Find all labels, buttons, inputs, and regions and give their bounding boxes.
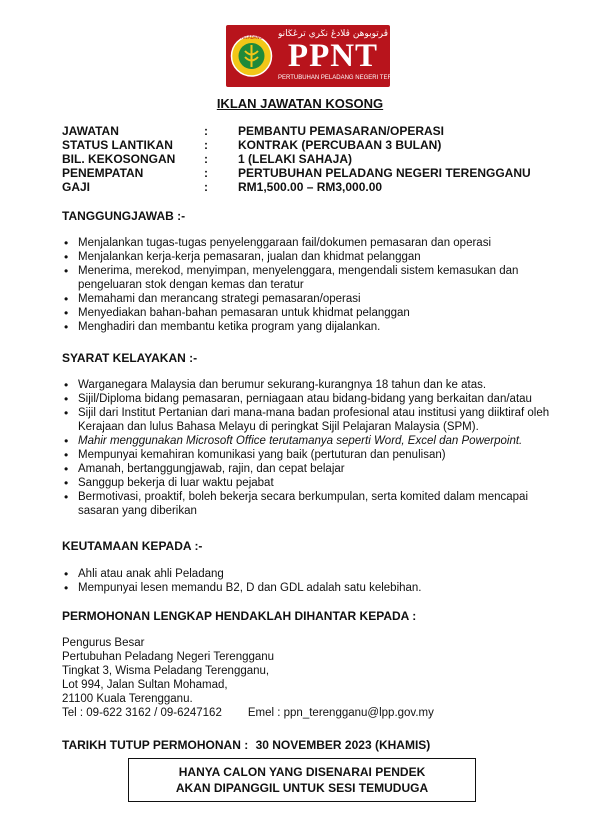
detail-value: PEMBANTU PEMASARAN/OPERASI (238, 124, 445, 138)
closing-date (62, 738, 430, 752)
page-title: IKLAN JAWATAN KOSONG (216, 96, 384, 111)
detail-label: PENEMPATAN (62, 166, 144, 180)
detail-value: RM1,500.00 – RM3,000.00 (238, 180, 383, 194)
list-item: • Ahli atau anak ahli Peladang (62, 567, 552, 581)
address-line: 21100 Kuala Terengganu. (62, 693, 193, 705)
detail-sep: : (204, 180, 208, 194)
tanggungjawab-list (62, 236, 552, 334)
job-details (62, 124, 568, 194)
detail-row (62, 180, 568, 194)
email-address[interactable]: Emel : ppn_terengganu@lpp.gov.my (247, 707, 434, 719)
list-item: • Menjalankan kerja-kerja pemasaran, jualan dan khidmat pelanggan (62, 250, 552, 264)
address-line: Pengurus Besar (62, 637, 145, 649)
logo-subtitle: PERTUBUHAN PELADANG NEGERI TERENGGANU (278, 75, 423, 81)
list-item: • Amanah, bertanggungjawab, rajin, dan cepat belajar (62, 462, 552, 476)
syarat-list (62, 378, 552, 518)
phone-number: Tel : 09-622 3162 / 09-6247162 (62, 707, 222, 719)
peladang-emblem-icon (229, 30, 274, 82)
notice-line: HANYA CALON YANG DISENARAI PENDEK (178, 765, 426, 779)
section-heading-permohonan: PERMOHONAN LENGKAP HENDAKLAH DIHANTAR KEPADA : (62, 609, 417, 623)
list-item: • Menghadiri dan membantu ketika program yang dijalankan. (62, 320, 552, 334)
section-heading-syarat: SYARAT KELAYAKAN :- (62, 351, 198, 365)
emblem-label: PELADANG (240, 35, 263, 40)
address-line: Pertubuhan Peladang Negeri Terengganu (62, 651, 275, 663)
detail-value: 1 (LELAKI SAHAJA) (238, 152, 353, 166)
detail-label: GAJI (62, 180, 91, 194)
list-item: • Menjalankan tugas-tugas penyelenggaraan fail/dokumen pemasaran dan operasi (62, 236, 552, 250)
application-address (62, 636, 434, 720)
ppnt-logo (226, 25, 423, 87)
address-line: Tingkat 3, Wisma Peladang Terengganu, (62, 665, 270, 677)
list-item: • Sanggup bekerja di luar waktu pejabat (62, 476, 552, 490)
detail-row (62, 166, 568, 180)
list-item: • Sijil/Diploma bidang pemasaran, perniagaan atau bidang-bidang yang berkaitan dan/atau (62, 392, 552, 406)
list-item: • Warganegara Malaysia dan berumur sekurang-kurangnya 18 tahun dan ke atas. (62, 378, 552, 392)
detail-value: PERTUBUHAN PELADANG NEGERI TERENGGANU (238, 166, 531, 180)
section-heading-keutamaan: KEUTAMAAN KEPADA :- (62, 539, 203, 553)
detail-label: STATUS LANTIKAN (62, 138, 173, 152)
list-item: • Mempunyai kemahiran komunikasi yang baik (pertuturan dan penulisan) (62, 448, 552, 462)
detail-sep: : (204, 166, 208, 180)
detail-sep: : (204, 138, 208, 152)
list-item: • Memahami dan merancang strategi pemasaran/operasi (62, 292, 552, 306)
keutamaan-list (62, 567, 552, 595)
section-heading-tanggungjawab: TANGGUNGJAWAB :- (62, 209, 186, 223)
logo-arabic-text: ڤرتوبوهن ڤلادڠ نڬري ترڠڬانو (278, 29, 388, 39)
detail-value: KONTRAK (PERCUBAAN 3 BULAN) (238, 138, 442, 152)
list-item: • Menerima, merekod, menyimpan, menyelenggara, mengendali sistem kemasukan dan pengeluaran stok dengan kemas dan teratur (62, 264, 552, 292)
list-item: • Mahir menggunakan Microsoft Office terutamanya seperti Word, Excel dan Powerpoint. (62, 434, 552, 448)
detail-sep: : (204, 124, 208, 138)
closing-date-value: 30 NOVEMBER 2023 (KHAMIS) (255, 738, 431, 752)
list-item: • Mempunyai lesen memandu B2, D dan GDL adalah satu kelebihan. (62, 581, 552, 595)
notice-line: AKAN DIPANGGIL UNTUK SESI TEMUDUGA (175, 781, 429, 795)
detail-row (62, 124, 568, 138)
detail-sep: : (204, 152, 208, 166)
contact-line (62, 706, 434, 720)
shortlist-notice-box (128, 758, 476, 802)
detail-label: JAWATAN (62, 124, 119, 138)
list-item: • Bermotivasi, proaktif, boleh bekerja secara berkumpulan, serta komited dalam mencapai sasaran yang diberikan (62, 490, 552, 518)
address-line: Lot 994, Jalan Sultan Mohamad, (62, 679, 228, 691)
detail-row (62, 152, 568, 166)
detail-row (62, 138, 568, 152)
list-item: • Menyediakan bahan-bahan pemasaran untuk khidmat pelanggan (62, 306, 552, 320)
logo-brand: PPNT (287, 38, 379, 74)
detail-label: BIL. KEKOSONGAN (62, 152, 176, 166)
closing-date-label: TARIKH TUTUP PERMOHONAN : (62, 738, 249, 752)
list-item: • Sijil dari Institut Pertanian dari mana-mana badan profesional atau institusi yang diiktiraf oleh Kerajaan dan lulus Bahasa Melayu di peringkat Sijil Pelajaran Malaysia (SPM). (62, 406, 552, 434)
